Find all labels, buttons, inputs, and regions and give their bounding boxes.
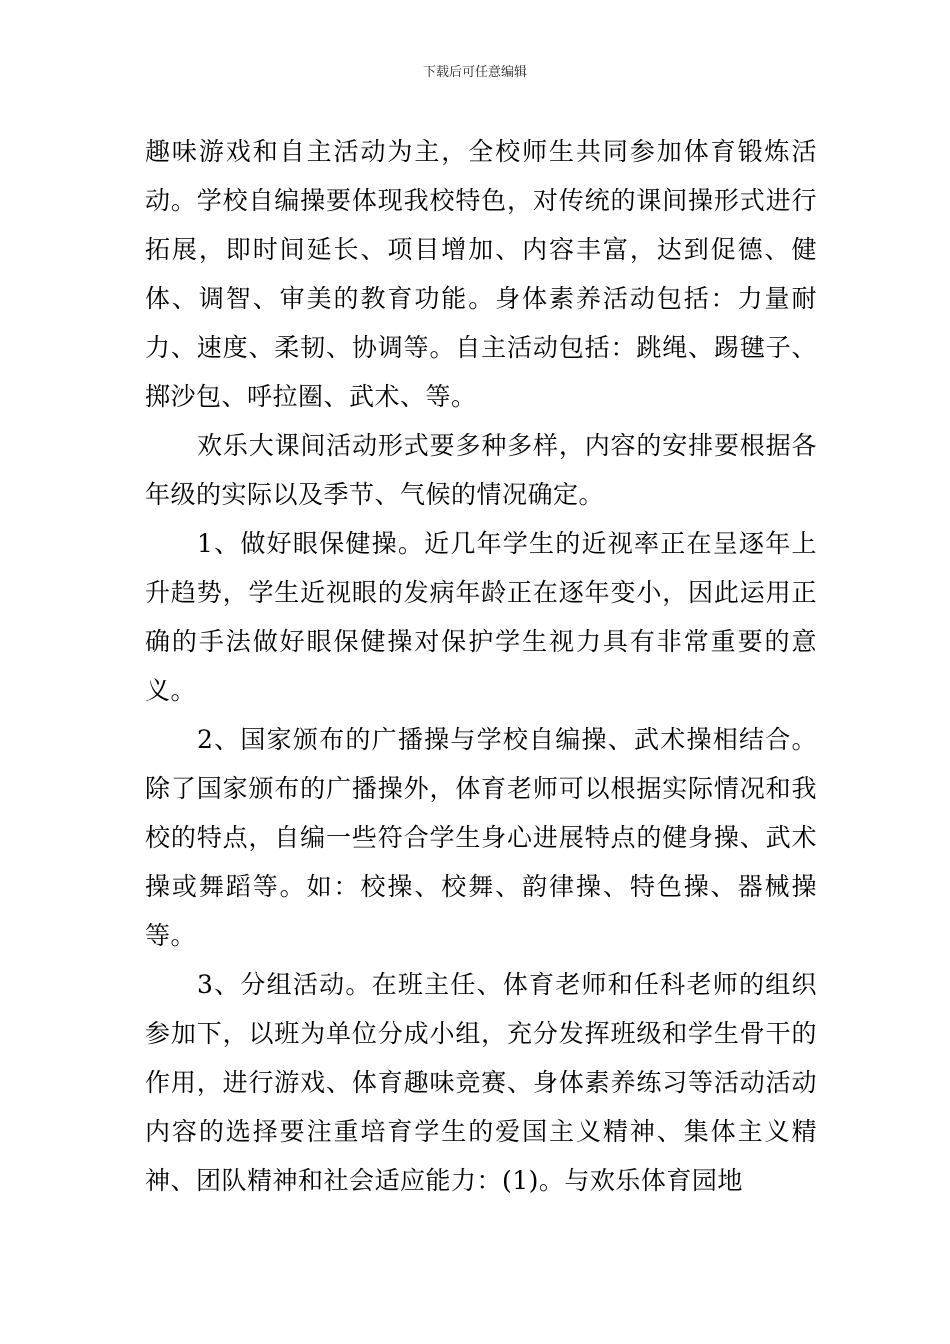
page-header: 下载后可任意编辑: [422, 65, 527, 80]
paragraph-activities-intro: 趣味游戏和自主活动为主，全校师生共同参加体育锻炼活动。学校自编操要体现我校特色，对传统的课间操形式进行拓展，即时间延长、项目增加、内容丰富，达到促德、健体、调智、审美的教育功能。身体素养活动包括：力量耐力、速度、柔韧、协调等。自主活动包括：跳绳、踢毽子、掷沙包、呼拉圈、武术、等。: [145, 137, 817, 411]
paragraph-diverse-forms: 欢乐大课间活动形式要多种多样，内容的安排要根据各年级的实际以及季节、气候的情况确定。: [145, 431, 817, 509]
document-body: [145, 127, 817, 1205]
paragraph-group-activities: 3、分组活动。在班主任、体育老师和任科老师的组织参加下，以班为单位分成小组，充分发挥班级和学生骨干的作用，进行游戏、体育趣味竞赛、身体素养练习等活动活动内容的选择要注重培育学生的爱国主义精神、集体主义精神、团队精神和社会适应能力：(1)。与欢乐体育园地: [145, 970, 817, 1195]
paragraph-eye-exercises: 1、做好眼保健操。近几年学生的近视率正在呈逐年上升趋势，学生近视眼的发病年龄正在逐年变小，因此运用正确的手法做好眼保健操对保护学生视力具有非常重要的意义。: [145, 529, 817, 705]
paragraph-broadcast-exercises: 2、国家颁布的广播操与学校自编操、武术操相结合。除了国家颁布的广播操外，体育老师可以根据实际情况和我校的特点，自编一些符合学生身心进展特点的健身操、武术操或舞蹈等。如：校操、校舞、韵律操、特色操、器械操等。: [145, 725, 817, 950]
